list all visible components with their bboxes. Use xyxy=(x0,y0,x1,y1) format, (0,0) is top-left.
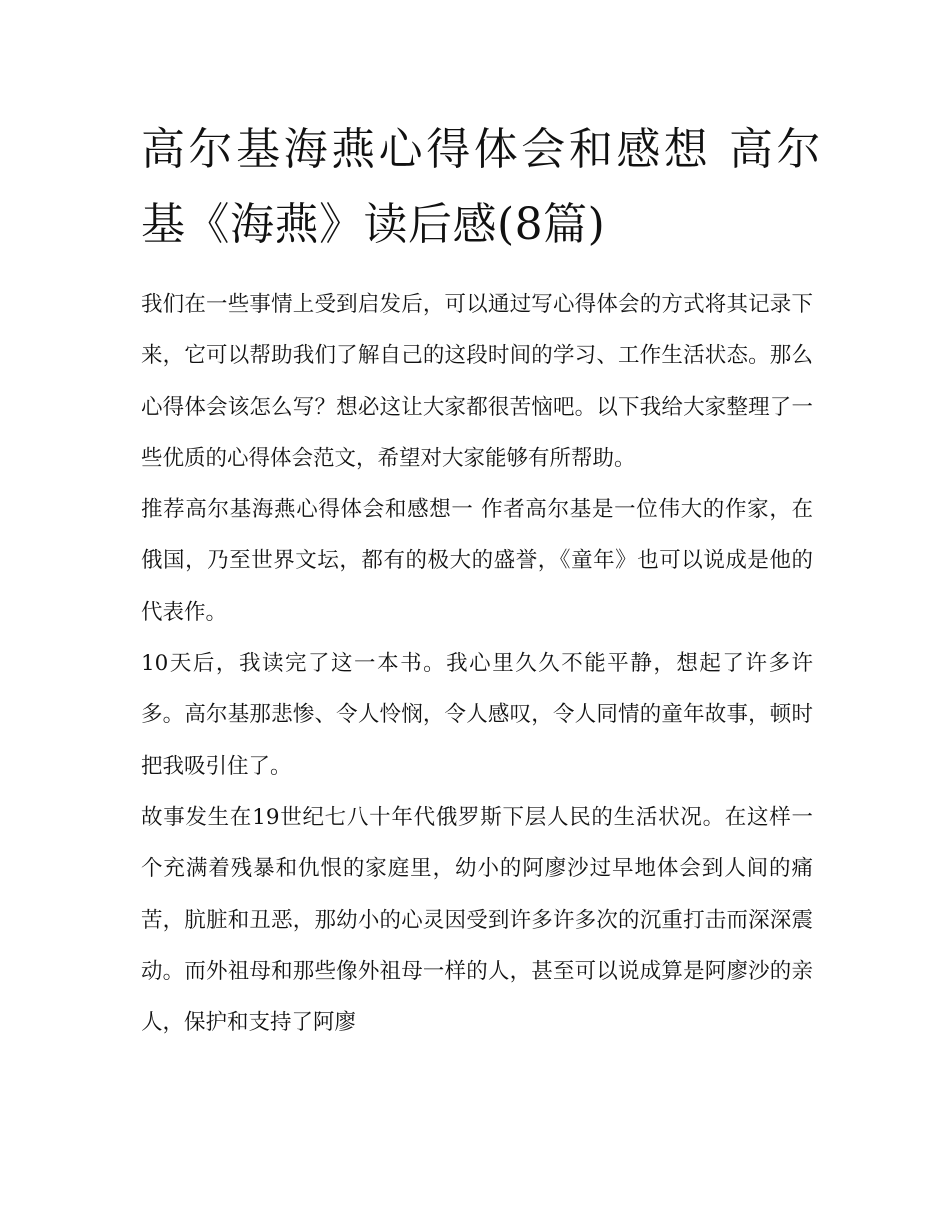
paragraph-reading: 10天后，我读完了这一本书。我心里久久不能平静，想起了许多许多。高尔基那悲惨、令人怜悯，令人感叹，令人同情的童年故事，顿时把我吸引住了。 xyxy=(141,651,813,779)
document-body xyxy=(141,279,813,1048)
paragraph-story: 故事发生在19世纪七八十年代俄罗斯下层人民的生活状况。在这样一个充满着残暴和仇恨的家庭里，幼小的阿廖沙过早地体会到人间的痛苦，肮脏和丑恶，那幼小的心灵因受到许多许多次的沉重打击而深深震动。而外祖母和那些像外祖母一样的人，甚至可以说成算是阿廖沙的亲人，保护和支持了阿廖 xyxy=(141,804,813,1036)
paragraph-intro: 我们在一些事情上受到启发后，可以通过写心得体会的方式将其记录下来，它可以帮助我们了解自己的这段时间的学习、工作生活状态。那么心得体会该怎么写？想必这让大家都很苦恼吧。以下我给大家整理了一些优质的心得体会范文，希望对大家能够有所帮助。 xyxy=(141,292,813,471)
paragraph-recommend: 推荐高尔基海燕心得体会和感想一 作者高尔基是一位伟大的作家，在俄国，乃至世界文坛，都有的极大的盛誉，《童年》也可以说成是他的代表作。 xyxy=(141,497,813,625)
document-title: 高尔基海燕心得体会和感想 高尔基《海燕》读后感(8篇) xyxy=(141,124,821,250)
